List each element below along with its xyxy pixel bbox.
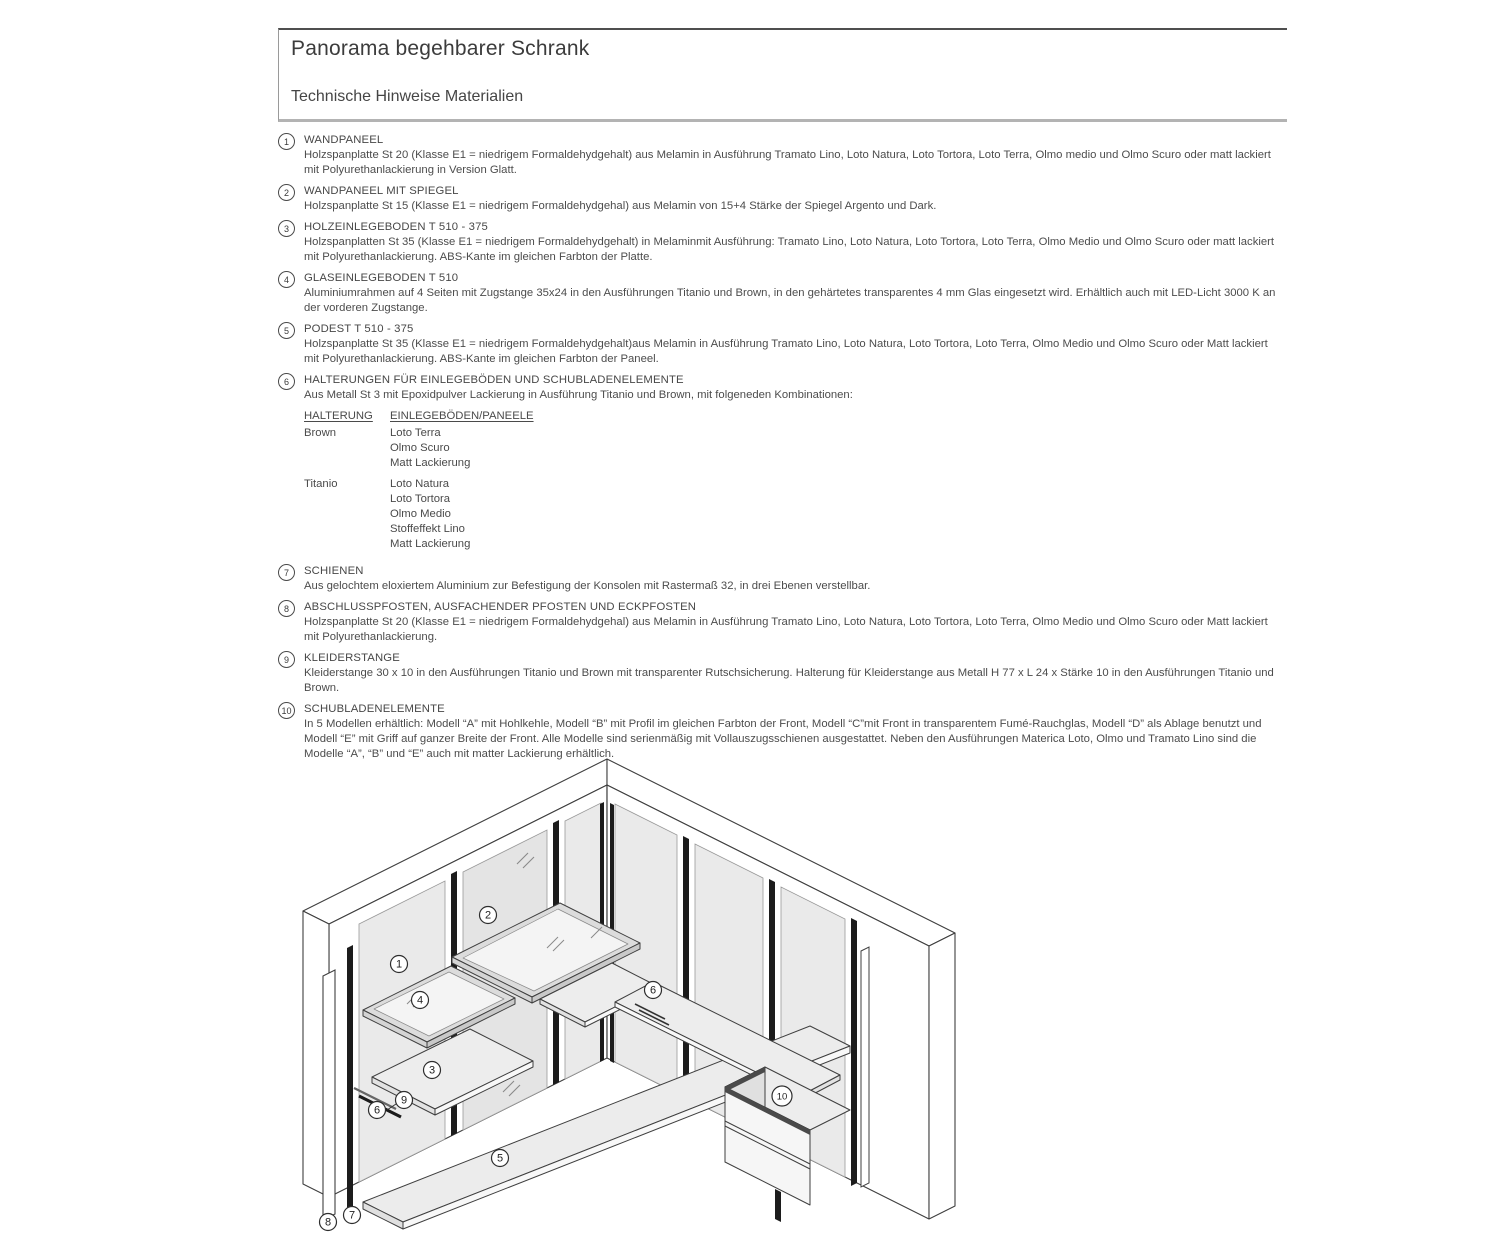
svg-text:3: 3 — [428, 1064, 436, 1077]
spec-item-2 — [278, 185, 1278, 214]
end-post — [323, 970, 335, 1220]
right-wall-end — [929, 933, 955, 1219]
table-cell: Loto Tortora — [390, 493, 451, 505]
table-cell: Loto Natura — [390, 478, 450, 490]
table-cell: Loto Terra — [390, 427, 441, 439]
table-group-brown — [304, 426, 1278, 471]
item-body: Holzspanplatte St 20 (Klasse E1 = niedrigem Formaldehydgehal) aus Melamin in Ausführung Tramato Lino, Loto Natura, Loto Tortora, Loto Terra, Olmo Medio und Olmo Scuro oder Matt lackiert mit Polyurethanlackierung. — [304, 616, 1268, 643]
table-cell: Stoffeffekt Lino — [390, 523, 465, 535]
diagram-label-5 — [492, 1150, 509, 1167]
item-body: Holzspanplatte St 35 (Klasse E1 = niedrigem Formaldehydgehalt)aus Melamin in Ausführung Tramato Lino, Loto Natura, Loto Tortora, Loto Terra, Olmo Medio und Olmo Scuro oder Matt lackiert mit Polyurethanlackierung. ABS-Kante im gleichen Farbton der Paneel. — [304, 338, 1268, 365]
svg-text:6: 6 — [373, 1104, 381, 1117]
svg-text:5: 5 — [496, 1152, 504, 1165]
spec-item-3 — [278, 221, 1278, 265]
svg-text:8: 8 — [324, 1216, 332, 1229]
item-number-badge: 8 — [278, 600, 295, 617]
spec-list — [278, 134, 1278, 769]
table-group-titanio — [304, 477, 1278, 552]
diagram-label-2 — [480, 907, 497, 924]
spec-item-5 — [278, 323, 1278, 367]
schiene-rail — [347, 945, 353, 1210]
diagram-label-3 — [424, 1062, 441, 1079]
svg-text:4: 4 — [416, 994, 424, 1007]
item-number-badge: 2 — [278, 184, 295, 201]
diagram-label-9 — [396, 1092, 413, 1109]
item-number-badge: 9 — [278, 651, 295, 668]
item-heading: WANDPANEEL MIT SPIEGEL — [304, 185, 459, 197]
item-heading: WANDPANEEL — [304, 134, 384, 146]
item-body: Aluminiumrahmen auf 4 Seiten mit Zugstange 35x24 in den Ausführungen Titanio und Brown, in den gehärtetes transparentes 4 mm Glas eingesetzt wird. Erhältlich auch mit LED-Licht 3000 K an der vorderen Zugstange. — [304, 287, 1276, 314]
materials-table — [304, 409, 1278, 552]
rail — [683, 836, 689, 1101]
svg-text:2: 2 — [484, 909, 492, 922]
item-heading: PODEST T 510 - 375 — [304, 323, 414, 335]
page-title: Panorama begehbarer Schrank — [291, 37, 590, 60]
diagram-label-6-left — [369, 1102, 386, 1119]
table-cell: Titanio — [304, 478, 338, 490]
svg-text:10: 10 — [776, 1091, 788, 1103]
item-heading: HOLZEINLEGEBODEN T 510 - 375 — [304, 221, 488, 233]
table-col-header-einlegeboeden: EINLEGEBÖDEN/PANEELE — [390, 410, 534, 422]
item-heading: KLEIDERSTANGE — [304, 652, 400, 664]
spec-item-7 — [278, 565, 1278, 594]
item-body: Holzspanplatte St 20 (Klasse E1 = niedrigem Formaldehydgehalt) aus Melamin in Ausführung Tramato Lino, Loto Natura, Loto Tortora, Loto Terra, Olmo medio und Olmo Scuro oder matt lackiert mit Polyurethanlackierung in Version Glatt. — [304, 149, 1271, 176]
spec-item-9 — [278, 652, 1278, 696]
item-number-badge: 5 — [278, 322, 295, 339]
svg-text:6: 6 — [649, 984, 657, 997]
diagram-label-4 — [412, 992, 429, 1009]
item-number-badge: 1 — [278, 133, 295, 150]
page-subtitle: Technische Hinweise Materialien — [291, 88, 524, 105]
svg-text:7: 7 — [348, 1209, 356, 1222]
header-box — [278, 28, 1287, 122]
rail-below-unit — [775, 1189, 781, 1222]
right-end-post — [861, 947, 869, 1187]
table-cell: Olmo Scuro — [390, 442, 450, 454]
item-heading: SCHUBLADENELEMENTE — [304, 703, 445, 715]
table-cell: Brown — [304, 427, 337, 439]
item-body: Aus Metall St 3 mit Epoxidpulver Lackierung in Ausführung Titanio und Brown, mit folgeneden Kombinationen: — [304, 389, 853, 401]
item-number-badge: 6 — [278, 373, 295, 390]
spec-item-6 — [278, 374, 1278, 558]
item-number-badge: 4 — [278, 271, 295, 288]
item-heading: SCHIENEN — [304, 565, 364, 577]
rail — [851, 918, 857, 1186]
item-body: Holzspanplatten St 35 (Klasse E1 = niedrigem Formaldehydgehalt) in Melaminmit Ausführung: Tramato Lino, Loto Natura, Loto Tortora, Loto Terra, Olmo Medio und Olmo Scuro oder matt lackiert mit Polyurethanlackierung. ABS-Kante im gleichen Farbton der Platte. — [304, 236, 1275, 263]
diagram-label-10 — [772, 1086, 792, 1106]
svg-text:1: 1 — [395, 958, 403, 971]
item-number-badge: 7 — [278, 564, 295, 581]
svg-text:9: 9 — [400, 1094, 408, 1107]
table-col-header-halterung: HALTERUNG — [304, 410, 373, 422]
diagram-label-8 — [320, 1214, 337, 1231]
item-number-badge: 10 — [278, 702, 295, 719]
item-heading: HALTERUNGEN FÜR EINLEGEBÖDEN UND SCHUBLADENELEMENTE — [304, 374, 684, 386]
table-cell: Matt Lackierung — [390, 538, 471, 550]
item-body: Aus gelochtem eloxiertem Aluminium zur Befestigung der Konsolen mit Rastermaß 32, in drei Ebenen verstellbar. — [304, 580, 871, 592]
diagram-label-1 — [391, 956, 408, 973]
item-heading: GLASEINLEGEBODEN T 510 — [304, 272, 459, 284]
spec-item-8 — [278, 601, 1278, 645]
diagram-label-6-right — [645, 982, 662, 999]
item-heading: ABSCHLUSSPFOSTEN, AUSFACHENDER PFOSTEN UND ECKPFOSTEN — [304, 601, 697, 613]
spec-item-4 — [278, 272, 1278, 316]
table-cell: Matt Lackierung — [390, 457, 471, 469]
item-number-badge: 3 — [278, 220, 295, 237]
item-body: In 5 Modellen erhältlich: Modell “A” mit Hohlkehle, Modell “B” mit Profil im gleichen Farbton der Front, Modell “C”mit Front in transparentem Fumé-Rauchglas, Modell “D” als Ablage benutzt und Modell “E” mit Griff auf ganzer Breite der Front. Alle Modelle sind serienmäßig mit Vollauszugsschienen ausgestattet. Neben den Ausführungen Materica Loto, Olmo und Tramato Lino sind die Modelle “A”, “B” und “E” auch mit matter Lackierung erhältlich. — [304, 718, 1262, 760]
diagram-label-7 — [344, 1207, 361, 1224]
item-body: Holzspanplatte St 15 (Klasse E1 = niedrigem Formaldehydgehal) aus Melamin von 15+4 Stärke der Spiegel Argento und Dark. — [304, 200, 937, 212]
technical-drawing — [295, 752, 975, 1250]
spec-item-1 — [278, 134, 1278, 178]
walk-in-closet-isometric — [295, 752, 975, 1250]
table-cell: Olmo Medio — [390, 508, 451, 520]
item-body: Kleiderstange 30 x 10 in den Ausführungen Titanio und Brown mit transparenter Rutschsicherung. Halterung für Kleiderstange aus Metall H 77 x L 24 x Stärke 10 in den Ausführungen Titanio und Brown. — [304, 667, 1274, 694]
